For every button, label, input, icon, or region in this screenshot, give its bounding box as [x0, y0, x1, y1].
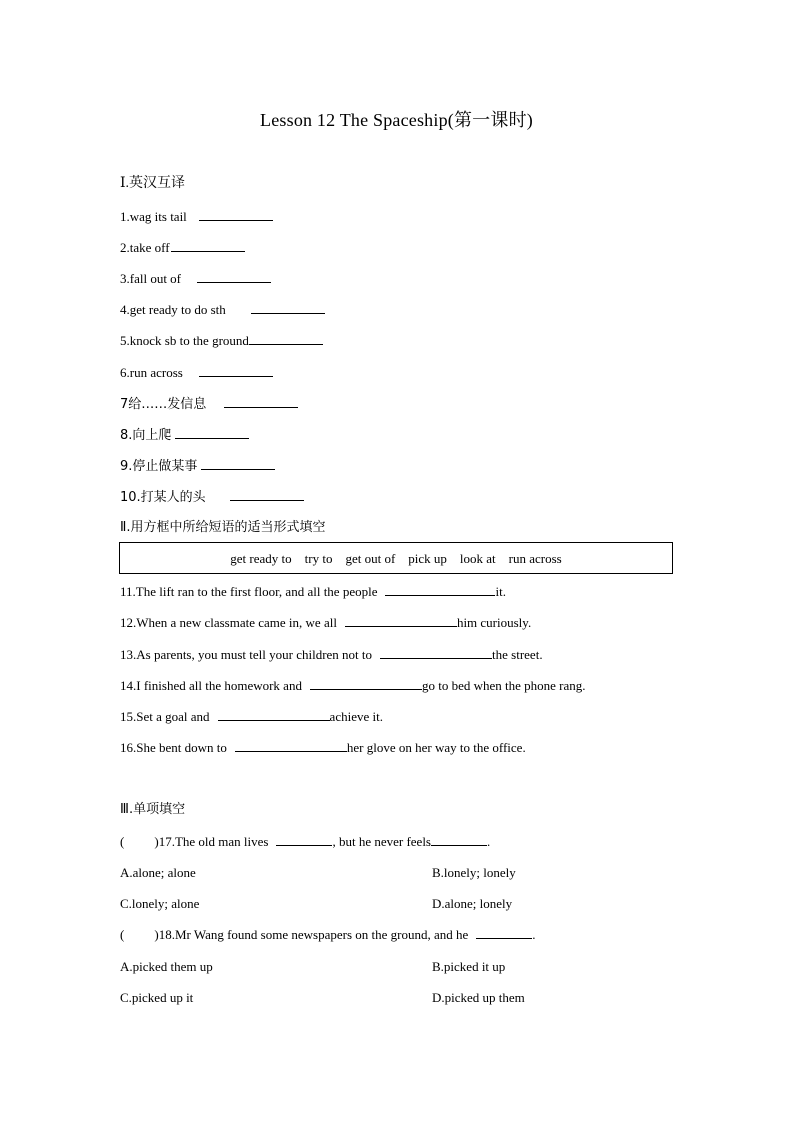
item-16-after: her glove on her way to the office. — [346, 740, 526, 755]
item-2 — [120, 240, 245, 256]
page-title: Lesson 12 The Spaceship(第一课时) — [260, 110, 533, 130]
answer-blank-6[interactable] — [199, 365, 273, 377]
item-6-text: 6.run across — [120, 365, 183, 380]
item-11-after: it. — [495, 584, 506, 599]
item-2-text: 2.take off — [120, 240, 170, 255]
item-15-after: achieve it. — [329, 709, 383, 724]
q18-option-b[interactable]: B.picked it up — [432, 959, 506, 974]
section-2-heading: Ⅱ.用方框中所给短语的适当形式填空 — [120, 520, 326, 535]
item-14 — [120, 678, 586, 694]
q18-stem-b: . — [532, 927, 536, 942]
answer-blank-14[interactable] — [310, 678, 422, 690]
answer-blank-8[interactable] — [175, 427, 249, 439]
question-17 — [120, 834, 490, 850]
item-9 — [120, 458, 275, 475]
q17-option-a[interactable]: A.alone; alone — [120, 865, 196, 880]
item-10-text: 10.打某人的头 — [120, 490, 206, 505]
item-16-text: 16.She bent down to — [120, 740, 227, 755]
item-3 — [120, 271, 271, 287]
q17-blank-2[interactable] — [431, 834, 487, 846]
q18-stem-a: 18.Mr Wang found some newspapers on the ground, and he — [158, 927, 469, 942]
item-4-text: 4.get ready to do sth — [120, 302, 226, 317]
q17-option-c[interactable]: C.lonely; alone — [120, 896, 200, 911]
answer-blank-3[interactable] — [197, 271, 271, 283]
item-15-text: 15.Set a goal and — [120, 709, 210, 724]
answer-blank-2[interactable] — [171, 240, 245, 252]
q17-close-paren: ) — [154, 834, 159, 849]
item-13-text: 13.As parents, you must tell your children not to — [120, 647, 373, 662]
answer-blank-9[interactable] — [201, 458, 275, 470]
item-13-after: the street. — [492, 647, 543, 662]
q18-close-paren: ) — [154, 927, 159, 942]
answer-blank-11[interactable] — [385, 584, 495, 596]
item-1-text: 1.wag its tail — [120, 209, 187, 224]
item-14-text: 14.I finished all the homework and — [120, 678, 302, 693]
answer-blank-7[interactable] — [224, 396, 298, 408]
item-7 — [120, 396, 298, 413]
item-16 — [120, 740, 526, 756]
phrase-box — [119, 542, 673, 574]
q18-option-d[interactable]: D.picked up them — [432, 990, 525, 1005]
q18-option-c[interactable]: C.picked up it — [120, 990, 194, 1005]
q17-stem-a: 17.The old man lives — [158, 834, 269, 849]
answer-blank-12[interactable] — [345, 615, 457, 627]
item-12-after: him curiously. — [456, 615, 532, 630]
item-6 — [120, 365, 273, 381]
item-4 — [120, 302, 325, 318]
q18-option-a[interactable]: A.picked them up — [120, 959, 213, 974]
q17-stem-c: . — [487, 834, 491, 849]
item-3-text: 3.fall out of — [120, 271, 182, 286]
item-5 — [120, 333, 323, 349]
q17-open-paren: ( — [120, 834, 125, 849]
item-8-text: 8.向上爬 — [120, 428, 172, 443]
answer-blank-16[interactable] — [235, 740, 347, 752]
item-15 — [120, 709, 383, 725]
section-3-heading: Ⅲ.单项填空 — [120, 802, 186, 817]
q17-blank-1[interactable] — [276, 834, 332, 846]
item-13 — [120, 647, 543, 663]
item-12-text: 12.When a new classmate came in, we all — [120, 615, 337, 630]
item-11 — [120, 584, 506, 600]
phrase-box-text: get ready to try to get out of pick up look at run across — [230, 551, 562, 566]
q18-blank[interactable] — [476, 927, 532, 939]
answer-blank-1[interactable] — [199, 209, 273, 221]
answer-blank-4[interactable] — [251, 302, 325, 314]
answer-blank-5[interactable] — [249, 333, 323, 345]
answer-blank-13[interactable] — [380, 647, 492, 659]
item-11-text: 11.The lift ran to the first floor, and all the people — [120, 584, 378, 599]
item-9-text: 9.停止做某事 — [120, 459, 198, 474]
item-14-after: go to bed when the phone rang. — [421, 678, 586, 693]
item-1 — [120, 209, 273, 225]
q18-open-paren: ( — [120, 927, 125, 942]
item-5-text: 5.knock sb to the ground — [120, 333, 249, 348]
q17-option-b[interactable]: B.lonely; lonely — [432, 865, 516, 880]
answer-blank-10[interactable] — [230, 489, 304, 501]
item-10 — [120, 489, 304, 506]
q17-stem-b: , but he never feels — [332, 834, 431, 849]
item-12 — [120, 615, 531, 631]
item-7-text: 7给……发信息 — [120, 397, 207, 412]
item-8 — [120, 427, 249, 444]
question-18 — [120, 927, 536, 943]
answer-blank-15[interactable] — [218, 709, 330, 721]
section-1-heading: Ⅰ.英汉互译 — [120, 176, 186, 191]
q17-option-d[interactable]: D.alone; lonely — [432, 896, 513, 911]
